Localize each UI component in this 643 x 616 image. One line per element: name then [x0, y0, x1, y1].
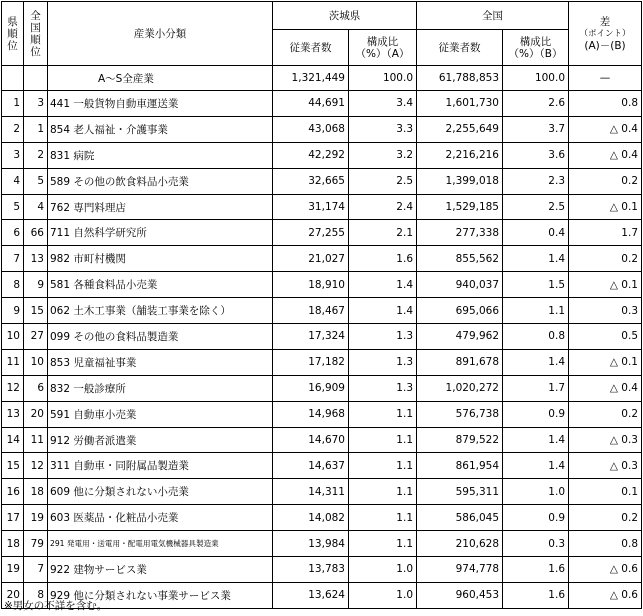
national-employees-cell: 595,311: [417, 479, 503, 505]
ibaraki-ratio-cell: 1.6: [349, 246, 417, 272]
prefecture-rank-cell: 19: [2, 557, 24, 583]
industry-name-cell: 711 自然科学研究所: [48, 220, 273, 246]
prefecture-rank-cell: 4: [2, 168, 24, 194]
national-rank-cell: 12: [24, 453, 48, 479]
national-ratio-cell: 1.4: [503, 427, 569, 453]
prefecture-rank-cell: 20: [2, 582, 24, 608]
national-rank-cell: 6: [24, 375, 48, 401]
total-ibaraki-employees: 1,321,449: [273, 66, 349, 91]
table-row: [2, 479, 642, 505]
diff-cell: △ 0.6: [569, 557, 642, 583]
ibaraki-employees-cell: 18,467: [273, 298, 349, 324]
national-employees-cell: 1,020,272: [417, 375, 503, 401]
table-row: [2, 349, 642, 375]
ibaraki-ratio-cell: 1.1: [349, 479, 417, 505]
national-ratio-cell: 0.9: [503, 505, 569, 531]
prefecture-rank-cell: 3: [2, 142, 24, 168]
national-ratio-cell: 1.4: [503, 246, 569, 272]
national-employees-cell: 479,962: [417, 324, 503, 350]
industry-name-cell: 853 児童福祉事業: [48, 349, 273, 375]
table-row: [2, 220, 642, 246]
prefecture-rank-cell: 15: [2, 453, 24, 479]
national-employees-cell: 1,399,018: [417, 168, 503, 194]
table-row: [2, 298, 642, 324]
prefecture-rank-cell: 10: [2, 324, 24, 350]
national-ratio-cell: 2.5: [503, 194, 569, 220]
industry-name-cell: 832 一般診療所: [48, 375, 273, 401]
national-rank-cell: 66: [24, 220, 48, 246]
national-rank-cell: 20: [24, 401, 48, 427]
table-row: [2, 168, 642, 194]
national-employees-cell: 879,522: [417, 427, 503, 453]
diff-cell: 0.3: [569, 298, 642, 324]
national-employees-cell: 855,562: [417, 246, 503, 272]
table-row: [2, 557, 642, 583]
national-ratio-cell: 1.6: [503, 582, 569, 608]
ibaraki-employees-cell: 14,311: [273, 479, 349, 505]
industry-name-cell: 922 建物サービス業: [48, 557, 273, 583]
national-ratio-cell: 0.4: [503, 220, 569, 246]
national-ratio-header: 構成比 （%）（B）: [503, 30, 569, 66]
industry-name-cell: 831 病院: [48, 142, 273, 168]
national-ratio-cell: 1.7: [503, 375, 569, 401]
prefecture-rank-cell: 12: [2, 375, 24, 401]
national-employees-cell: 1,601,730: [417, 91, 503, 117]
industry-name-cell: 603 医薬品・化粧品小売業: [48, 505, 273, 531]
national-header: 全国: [417, 2, 569, 30]
ibaraki-ratio-cell: 2.5: [349, 168, 417, 194]
ibaraki-employees-cell: 17,324: [273, 324, 349, 350]
industry-name-cell: 099 その他の食料品製造業: [48, 324, 273, 350]
national-rank-cell: 5: [24, 168, 48, 194]
industry-name-cell: 581 各種食料品小売業: [48, 272, 273, 298]
national-employees-cell: 1,529,185: [417, 194, 503, 220]
total-row: [2, 66, 642, 91]
national-employees-cell: 2,255,649: [417, 116, 503, 142]
national-ratio-cell: 1.4: [503, 453, 569, 479]
prefecture-rank-cell: 16: [2, 479, 24, 505]
ibaraki-ratio-cell: 2.4: [349, 194, 417, 220]
ibaraki-employees-cell: 27,255: [273, 220, 349, 246]
national-rank-cell: 11: [24, 427, 48, 453]
ibaraki-ratio-cell: 1.4: [349, 298, 417, 324]
national-rank-cell: 13: [24, 246, 48, 272]
ibaraki-employees-cell: 21,027: [273, 246, 349, 272]
industry-name-cell: 912 労働者派遣業: [48, 427, 273, 453]
national-employees-cell: 277,338: [417, 220, 503, 246]
diff-cell: 0.2: [569, 168, 642, 194]
table-row: [2, 531, 642, 557]
table-row: [2, 142, 642, 168]
prefecture-rank-cell: 6: [2, 220, 24, 246]
national-rank-header: 全 国 順 位: [24, 2, 48, 66]
ibaraki-ratio-cell: 1.3: [349, 324, 417, 350]
prefecture-rank-cell: 7: [2, 246, 24, 272]
diff-cell: △ 0.4: [569, 375, 642, 401]
prefecture-rank-cell: 2: [2, 116, 24, 142]
ibaraki-employees-cell: 14,082: [273, 505, 349, 531]
table-row: [2, 505, 642, 531]
diff-cell: 0.2: [569, 246, 642, 272]
ibaraki-employees-cell: 17,182: [273, 349, 349, 375]
industry-header: 産業小分類: [48, 2, 273, 66]
ibaraki-ratio-cell: 1.0: [349, 557, 417, 583]
ibaraki-employees-cell: 14,670: [273, 427, 349, 453]
ibaraki-employees-cell: 43,068: [273, 116, 349, 142]
national-rank-cell: 2: [24, 142, 48, 168]
national-rank-cell: 8: [24, 582, 48, 608]
national-ratio-cell: 1.5: [503, 272, 569, 298]
national-rank-cell: 9: [24, 272, 48, 298]
industry-name-cell: 311 自動車・同附属品製造業: [48, 453, 273, 479]
table-row: [2, 194, 642, 220]
ibaraki-ratio-cell: 1.4: [349, 272, 417, 298]
national-rank-cell: 19: [24, 505, 48, 531]
ibaraki-employees-cell: 32,665: [273, 168, 349, 194]
ibaraki-ratio-cell: 1.1: [349, 505, 417, 531]
national-ratio-cell: 2.6: [503, 91, 569, 117]
table-row: [2, 401, 642, 427]
national-ratio-cell: 1.1: [503, 298, 569, 324]
industry-employment-table: [1, 1, 642, 609]
diff-cell: 0.2: [569, 505, 642, 531]
industry-name-cell: 591 自動車小売業: [48, 401, 273, 427]
national-rank-cell: 18: [24, 479, 48, 505]
national-employees-cell: 940,037: [417, 272, 503, 298]
diff-cell: △ 0.1: [569, 194, 642, 220]
national-rank-cell: 15: [24, 298, 48, 324]
ibaraki-employees-header: 従業者数: [273, 30, 349, 66]
ibaraki-employees-cell: 13,984: [273, 531, 349, 557]
diff-cell: △ 0.1: [569, 272, 642, 298]
industry-name-cell: 762 専門料理店: [48, 194, 273, 220]
national-employees-cell: 891,678: [417, 349, 503, 375]
prefecture-rank-cell: 14: [2, 427, 24, 453]
industry-name-cell: 929 他に分類されない事業サービス業: [48, 582, 273, 608]
national-ratio-cell: 1.4: [503, 349, 569, 375]
table-row: [2, 246, 642, 272]
diff-cell: △ 0.4: [569, 142, 642, 168]
diff-cell: △ 0.3: [569, 427, 642, 453]
industry-name-cell: 291 発電用・送電用・配電用電気機械器具製造業: [48, 531, 273, 557]
ibaraki-ratio-cell: 3.3: [349, 116, 417, 142]
national-ratio-cell: 3.6: [503, 142, 569, 168]
national-employees-cell: 695,066: [417, 298, 503, 324]
ibaraki-employees-cell: 42,292: [273, 142, 349, 168]
data-rows: [2, 91, 642, 609]
diff-cell: 0.2: [569, 401, 642, 427]
ibaraki-ratio-cell: 1.0: [349, 582, 417, 608]
industry-name-cell: 609 他に分類されない小売業: [48, 479, 273, 505]
table-row: [2, 324, 642, 350]
total-diff: —: [569, 66, 642, 91]
ibaraki-ratio-cell: 1.3: [349, 375, 417, 401]
table-row: [2, 116, 642, 142]
ibaraki-header: 茨城県: [273, 2, 417, 30]
diff-cell: 0.8: [569, 531, 642, 557]
diff-cell: △ 0.4: [569, 116, 642, 142]
ibaraki-employees-cell: 13,624: [273, 582, 349, 608]
national-rank-cell: 4: [24, 194, 48, 220]
diff-cell: 0.5: [569, 324, 642, 350]
ibaraki-ratio-cell: 1.1: [349, 453, 417, 479]
national-rank-cell: 10: [24, 349, 48, 375]
table-row: [2, 272, 642, 298]
ibaraki-ratio-header: 構成比 （%）（A）: [349, 30, 417, 66]
diff-cell: △ 0.6: [569, 582, 642, 608]
national-employees-cell: 960,453: [417, 582, 503, 608]
industry-name-cell: 589 その他の飲食料品小売業: [48, 168, 273, 194]
national-ratio-cell: 2.3: [503, 168, 569, 194]
national-employees-cell: 210,628: [417, 531, 503, 557]
ibaraki-ratio-cell: 2.1: [349, 220, 417, 246]
national-rank-cell: 1: [24, 116, 48, 142]
national-employees-cell: 586,045: [417, 505, 503, 531]
ibaraki-ratio-cell: 1.1: [349, 531, 417, 557]
table-row: [2, 91, 642, 117]
prefecture-rank-cell: 11: [2, 349, 24, 375]
diff-header: 差 （ポイント） (A)－(B): [569, 2, 642, 66]
ibaraki-ratio-cell: 3.4: [349, 91, 417, 117]
ibaraki-employees-cell: 16,909: [273, 375, 349, 401]
ibaraki-employees-cell: 14,968: [273, 401, 349, 427]
national-rank-cell: 3: [24, 91, 48, 117]
total-ibaraki-ratio: 100.0: [349, 66, 417, 91]
national-ratio-cell: 0.9: [503, 401, 569, 427]
diff-cell: △ 0.1: [569, 349, 642, 375]
national-employees-cell: 974,778: [417, 557, 503, 583]
national-ratio-cell: 0.8: [503, 324, 569, 350]
industry-name-cell: 441 一般貨物自動車運送業: [48, 91, 273, 117]
prefecture-rank-cell: 13: [2, 401, 24, 427]
national-ratio-cell: 1.6: [503, 557, 569, 583]
industry-name-cell: 982 市町村機関: [48, 246, 273, 272]
national-rank-cell: 27: [24, 324, 48, 350]
ibaraki-ratio-cell: 1.1: [349, 427, 417, 453]
ibaraki-employees-cell: 31,174: [273, 194, 349, 220]
national-ratio-cell: 0.3: [503, 531, 569, 557]
table-row: [2, 427, 642, 453]
table-row: [2, 453, 642, 479]
national-ratio-cell: 1.0: [503, 479, 569, 505]
ibaraki-employees-cell: 44,691: [273, 91, 349, 117]
diff-cell: 0.8: [569, 91, 642, 117]
national-employees-header: 従業者数: [417, 30, 503, 66]
national-rank-cell: 7: [24, 557, 48, 583]
national-employees-cell: 576,738: [417, 401, 503, 427]
national-employees-cell: 2,216,216: [417, 142, 503, 168]
national-employees-cell: 861,954: [417, 453, 503, 479]
industry-name-cell: 062 土木工事業（舗装工事業を除く）: [48, 298, 273, 324]
total-national-employees: 61,788,853: [417, 66, 503, 91]
footnote: ※男女の不詳を含む。: [4, 600, 108, 612]
diff-cell: △ 0.3: [569, 453, 642, 479]
ibaraki-ratio-cell: 1.3: [349, 349, 417, 375]
prefecture-rank-cell: 18: [2, 531, 24, 557]
table-row: [2, 375, 642, 401]
diff-cell: 1.7: [569, 220, 642, 246]
total-label: A～S全産業: [48, 66, 273, 91]
prefecture-rank-cell: 17: [2, 505, 24, 531]
ibaraki-employees-cell: 18,910: [273, 272, 349, 298]
national-ratio-cell: 3.7: [503, 116, 569, 142]
ibaraki-ratio-cell: 3.2: [349, 142, 417, 168]
ibaraki-employees-cell: 14,637: [273, 453, 349, 479]
total-national-ratio: 100.0: [503, 66, 569, 91]
prefecture-rank-cell: 5: [2, 194, 24, 220]
ibaraki-ratio-cell: 1.1: [349, 401, 417, 427]
diff-cell: 0.1: [569, 479, 642, 505]
national-rank-cell: 79: [24, 531, 48, 557]
prefecture-rank-cell: 9: [2, 298, 24, 324]
industry-name-cell: 854 老人福祉・介護事業: [48, 116, 273, 142]
prefecture-rank-cell: 1: [2, 91, 24, 117]
prefecture-rank-cell: 8: [2, 272, 24, 298]
prefecture-rank-header: 県 順 位: [2, 2, 24, 66]
ibaraki-employees-cell: 13,783: [273, 557, 349, 583]
